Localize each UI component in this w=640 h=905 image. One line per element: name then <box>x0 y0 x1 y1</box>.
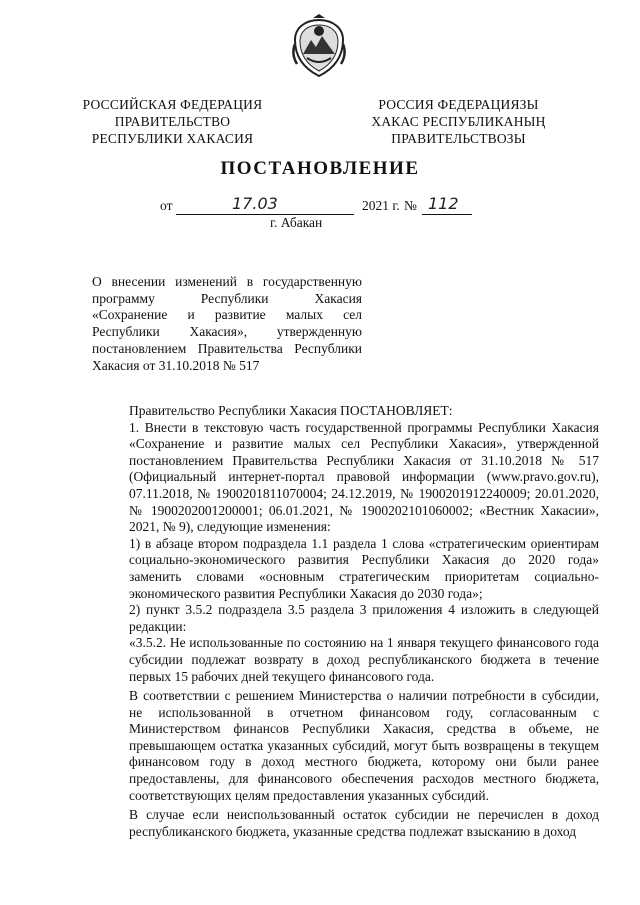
subject-line: Хакасия от 31.10.2018 № 517 <box>92 357 260 373</box>
date-underline <box>176 214 354 215</box>
body-paragraph-1: 1. Внести в текстовую часть государственной программы Республики Хакасия «Сохранение и развитие малых сел Республики Хакасия», утвержденной постановлением Правительства Республики Хакасия от 31.10.2018 № 517 (Официальный интернет-портал правовой информации (www.pravo.gov.ru), 07.11.2018, № 1900201811070004; 24.12.2019, № 1900201912240009; 20.01.2020, № 1900202001200001; 06.01.2021, № 1900202101060002; «Вестник Хакасии», 2021, № 9), следующие изменения: <box>129 419 599 535</box>
header-left <box>70 96 275 147</box>
date-year: 2021 г. <box>362 198 400 213</box>
body-paragraph-6: В случае если неиспользованный остаток субсидии не перечислен в доход республиканского бюджета, указанные средства подлежат взысканию в доход <box>129 807 599 839</box>
body-paragraph-5: В соответствии с решением Министерства о наличии потребности в субсидии, не использованной в отчетном финансовом году, согласованным с Министерством финансов Республики Хакасия, средства в объеме, не превышающем остатка указанных субсидий, могут быть возвращены в текущем финансовом году в доход местного бюджета, которому они были ранее предоставлены, для финансового обеспечения расходов местного бюджета, соответствующих целям предоставления указанных субсидий. <box>129 688 599 803</box>
preamble-paragraph: Правительство Республики Хакасия ПОСТАНОВЛЯЕТ: <box>129 403 453 418</box>
subject-line: О внесении изменений в государственную <box>92 274 362 289</box>
number-underline <box>422 214 472 215</box>
document-subject <box>92 274 362 374</box>
header-left-line-2: ПРАВИТЕЛЬСТВО <box>114 114 231 129</box>
document-body <box>92 403 599 840</box>
number-handwritten: 112 <box>428 194 459 213</box>
body-paragraph-2: 1) в абзаце втором подраздела 1.1 раздела 1 слова «стратегическим ориентирам социально-экономического развития Республики Хакасия до 2020 года» заменить словами «основным стратегическим приоритетам социально-экономического развития Республики Хакасия до 2030 года»; <box>129 535 599 601</box>
subject-line: постановлением Правительства Республики <box>92 340 362 356</box>
body-paragraph-4: «3.5.2. Не использованные по состоянию на 1 января текущего финансового года субсидии подлежат возврату в доход республиканского бюджета в течение первых 15 рабочих дней текущего финансового года. <box>129 635 599 684</box>
header-left-line-1: РОССИЙСКАЯ ФЕДЕРАЦИЯ <box>82 97 263 112</box>
number-label: № <box>404 198 417 213</box>
body-paragraph-3: 2) пункт 3.5.2 подраздела 3.5 раздела 3 приложения 4 изложить в следующей редакции: <box>129 602 599 634</box>
coat-of-arms-emblem <box>289 14 349 80</box>
header-right-line-1: РОССИЯ ФЕДЕРАЦИЯЗЫ <box>378 97 539 112</box>
header-right-line-3: ПРАВИТЕЛЬСТВОЗЫ <box>391 131 526 146</box>
city-label: г. Абакан <box>270 215 323 230</box>
document-title: ПОСТАНОВЛЕНИЕ <box>220 158 420 179</box>
subject-line: «Сохранение и развитие малых сел <box>92 307 362 323</box>
header-left-line-3: РЕСПУБЛИКИ ХАКАСИЯ <box>91 131 254 146</box>
subject-line: программу Республики Хакасия <box>92 290 362 306</box>
header-right-line-2: ХАКАС РЕСПУБЛИКАНЫҢ <box>371 114 546 129</box>
date-handwritten: 17.03 <box>232 194 278 213</box>
header-right <box>356 96 561 147</box>
date-from-label: от <box>160 198 173 213</box>
subject-line: Республики Хакасия», утвержденную <box>92 324 362 340</box>
